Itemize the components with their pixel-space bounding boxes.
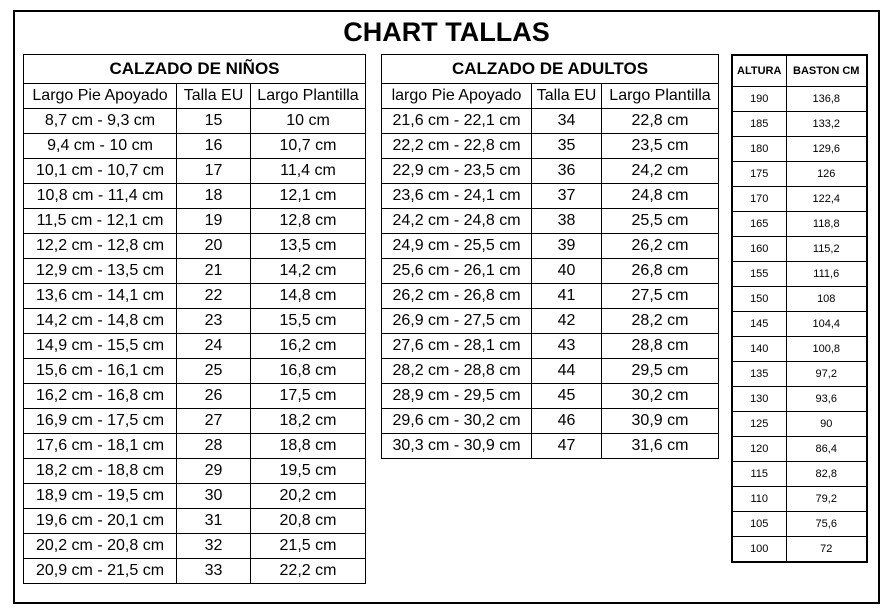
adultos-cell: 23,5 cm — [602, 134, 719, 159]
baston-cell: 108 — [786, 287, 867, 312]
adultos-cell: 35 — [532, 134, 602, 159]
adultos-row — [382, 334, 719, 359]
adultos-cell: 40 — [532, 259, 602, 284]
baston-row — [732, 387, 867, 412]
ninos-cell: 16,9 cm - 17,5 cm — [24, 409, 177, 434]
ninos-cell: 18,9 cm - 19,5 cm — [24, 484, 177, 509]
ninos-cell: 19,6 cm - 20,1 cm — [24, 509, 177, 534]
baston-cell: 133,2 — [786, 112, 867, 137]
baston-cell: 145 — [732, 312, 786, 337]
ninos-row — [24, 159, 366, 184]
adultos-row — [382, 159, 719, 184]
adultos-row — [382, 184, 719, 209]
adultos-cell: 41 — [532, 284, 602, 309]
ninos-header-largo-pie: Largo Pie Apoyado — [24, 84, 177, 109]
adultos-cell: 46 — [532, 409, 602, 434]
baston-row — [732, 487, 867, 512]
adultos-cell: 23,6 cm - 24,1 cm — [382, 184, 532, 209]
ninos-row — [24, 484, 366, 509]
baston-row — [732, 287, 867, 312]
ninos-cell: 10,8 cm - 11,4 cm — [24, 184, 177, 209]
adultos-row — [382, 134, 719, 159]
adultos-cell: 39 — [532, 234, 602, 259]
ninos-cell: 21,5 cm — [251, 534, 366, 559]
adultos-title: CALZADO DE ADULTOS — [382, 55, 719, 84]
ninos-header-talla: Talla EU — [177, 84, 251, 109]
baston-row — [732, 237, 867, 262]
adultos-cell: 26,2 cm - 26,8 cm — [382, 284, 532, 309]
ninos-cell: 16,8 cm — [251, 359, 366, 384]
ninos-row — [24, 309, 366, 334]
baston-table — [731, 54, 868, 563]
adultos-cell: 26,8 cm — [602, 259, 719, 284]
adultos-cell: 42 — [532, 309, 602, 334]
baston-row — [732, 162, 867, 187]
adultos-row — [382, 259, 719, 284]
adultos-row — [382, 409, 719, 434]
ninos-cell: 31 — [177, 509, 251, 534]
adultos-header-plantilla: Largo Plantilla — [602, 84, 719, 109]
adultos-cell: 27,5 cm — [602, 284, 719, 309]
adultos-header-talla: Talla EU — [532, 84, 602, 109]
adultos-cell: 28,2 cm - 28,8 cm — [382, 359, 532, 384]
ninos-cell: 14,2 cm — [251, 259, 366, 284]
adultos-cell: 22,8 cm — [602, 109, 719, 134]
ninos-row — [24, 434, 366, 459]
adultos-cell: 43 — [532, 334, 602, 359]
adultos-cell: 24,9 cm - 25,5 cm — [382, 234, 532, 259]
ninos-row — [24, 409, 366, 434]
ninos-cell: 15 — [177, 109, 251, 134]
baston-cell: 72 — [786, 537, 867, 563]
baston-cell: 104,4 — [786, 312, 867, 337]
ninos-cell: 28 — [177, 434, 251, 459]
baston-cell: 190 — [732, 87, 786, 112]
adultos-row — [382, 109, 719, 134]
baston-row — [732, 262, 867, 287]
ninos-cell: 21 — [177, 259, 251, 284]
ninos-row — [24, 209, 366, 234]
adultos-row — [382, 284, 719, 309]
adultos-cell: 38 — [532, 209, 602, 234]
adultos-cell: 30,9 cm — [602, 409, 719, 434]
ninos-cell: 20,8 cm — [251, 509, 366, 534]
baston-cell: 118,8 — [786, 212, 867, 237]
baston-cell: 185 — [732, 112, 786, 137]
ninos-row — [24, 334, 366, 359]
ninos-cell: 16,2 cm — [251, 334, 366, 359]
adultos-row — [382, 384, 719, 409]
ninos-row — [24, 509, 366, 534]
ninos-row — [24, 259, 366, 284]
baston-row — [732, 537, 867, 563]
ninos-row — [24, 184, 366, 209]
ninos-table — [23, 54, 366, 584]
ninos-cell: 20 — [177, 234, 251, 259]
adultos-cell: 24,2 cm - 24,8 cm — [382, 209, 532, 234]
ninos-cell: 27 — [177, 409, 251, 434]
adultos-row — [382, 234, 719, 259]
baston-cell: 126 — [786, 162, 867, 187]
ninos-cell: 24 — [177, 334, 251, 359]
ninos-cell: 19 — [177, 209, 251, 234]
adultos-cell: 45 — [532, 384, 602, 409]
ninos-cell: 11,5 cm - 12,1 cm — [24, 209, 177, 234]
ninos-cell: 30 — [177, 484, 251, 509]
ninos-cell: 13,5 cm — [251, 234, 366, 259]
baston-row — [732, 337, 867, 362]
ninos-cell: 18,8 cm — [251, 434, 366, 459]
ninos-cell: 11,4 cm — [251, 159, 366, 184]
ninos-cell: 19,5 cm — [251, 459, 366, 484]
ninos-cell: 15,6 cm - 16,1 cm — [24, 359, 177, 384]
ninos-cell: 14,8 cm — [251, 284, 366, 309]
ninos-cell: 22,2 cm — [251, 559, 366, 584]
adultos-row — [382, 359, 719, 384]
adultos-cell: 30,2 cm — [602, 384, 719, 409]
baston-cell: 97,2 — [786, 362, 867, 387]
baston-cell: 160 — [732, 237, 786, 262]
ninos-cell: 32 — [177, 534, 251, 559]
adultos-cell: 31,6 cm — [602, 434, 719, 459]
adultos-cell: 26,2 cm — [602, 234, 719, 259]
baston-cell: 136,8 — [786, 87, 867, 112]
ninos-cell: 10,7 cm — [251, 134, 366, 159]
adultos-cell: 25,6 cm - 26,1 cm — [382, 259, 532, 284]
ninos-cell: 17,5 cm — [251, 384, 366, 409]
baston-cell: 86,4 — [786, 437, 867, 462]
baston-row — [732, 87, 867, 112]
adultos-cell: 22,2 cm - 22,8 cm — [382, 134, 532, 159]
ninos-cell: 20,9 cm - 21,5 cm — [24, 559, 177, 584]
baston-cell: 120 — [732, 437, 786, 462]
adultos-cell: 26,9 cm - 27,5 cm — [382, 309, 532, 334]
baston-row — [732, 187, 867, 212]
ninos-cell: 25 — [177, 359, 251, 384]
adultos-row — [382, 309, 719, 334]
adultos-header-largo-pie: largo Pie Apoyado — [382, 84, 532, 109]
ninos-cell: 33 — [177, 559, 251, 584]
baston-cell: 82,8 — [786, 462, 867, 487]
ninos-cell: 20,2 cm - 20,8 cm — [24, 534, 177, 559]
ninos-row — [24, 459, 366, 484]
ninos-row — [24, 559, 366, 584]
baston-cell: 105 — [732, 512, 786, 537]
baston-cell: 180 — [732, 137, 786, 162]
ninos-cell: 8,7 cm - 9,3 cm — [24, 109, 177, 134]
adultos-cell: 22,9 cm - 23,5 cm — [382, 159, 532, 184]
ninos-row — [24, 384, 366, 409]
ninos-cell: 14,9 cm - 15,5 cm — [24, 334, 177, 359]
baston-row — [732, 112, 867, 137]
adultos-cell: 29,5 cm — [602, 359, 719, 384]
adultos-cell: 28,9 cm - 29,5 cm — [382, 384, 532, 409]
ninos-cell: 17,6 cm - 18,1 cm — [24, 434, 177, 459]
ninos-cell: 20,2 cm — [251, 484, 366, 509]
adultos-cell: 24,8 cm — [602, 184, 719, 209]
baston-cell: 115 — [732, 462, 786, 487]
ninos-row — [24, 109, 366, 134]
adultos-cell: 28,8 cm — [602, 334, 719, 359]
ninos-cell: 12,1 cm — [251, 184, 366, 209]
adultos-cell: 27,6 cm - 28,1 cm — [382, 334, 532, 359]
baston-cell: 135 — [732, 362, 786, 387]
adultos-cell: 30,3 cm - 30,9 cm — [382, 434, 532, 459]
adultos-table — [381, 54, 719, 459]
ninos-cell: 12,8 cm — [251, 209, 366, 234]
ninos-row — [24, 359, 366, 384]
baston-cell: 165 — [732, 212, 786, 237]
ninos-cell: 23 — [177, 309, 251, 334]
baston-cell: 122,4 — [786, 187, 867, 212]
baston-cell: 75,6 — [786, 512, 867, 537]
baston-cell: 100,8 — [786, 337, 867, 362]
baston-cell: 175 — [732, 162, 786, 187]
ninos-cell: 26 — [177, 384, 251, 409]
baston-row — [732, 412, 867, 437]
page-title: CHART TALLAS — [343, 17, 550, 47]
adultos-row — [382, 209, 719, 234]
adultos-cell: 25,5 cm — [602, 209, 719, 234]
ninos-cell: 10 cm — [251, 109, 366, 134]
ninos-row — [24, 134, 366, 159]
baston-row — [732, 462, 867, 487]
ninos-cell: 18 — [177, 184, 251, 209]
adultos-cell: 21,6 cm - 22,1 cm — [382, 109, 532, 134]
ninos-cell: 18,2 cm - 18,8 cm — [24, 459, 177, 484]
ninos-cell: 18,2 cm — [251, 409, 366, 434]
ninos-row — [24, 284, 366, 309]
adultos-cell: 47 — [532, 434, 602, 459]
baston-row — [732, 137, 867, 162]
ninos-cell: 13,6 cm - 14,1 cm — [24, 284, 177, 309]
ninos-row — [24, 534, 366, 559]
baston-cell: 79,2 — [786, 487, 867, 512]
adultos-cell: 34 — [532, 109, 602, 134]
baston-cell: 90 — [786, 412, 867, 437]
ninos-title: CALZADO DE NIÑOS — [24, 55, 366, 84]
ninos-cell: 9,4 cm - 10 cm — [24, 134, 177, 159]
baston-cell: 150 — [732, 287, 786, 312]
baston-cell: 129,6 — [786, 137, 867, 162]
ninos-cell: 29 — [177, 459, 251, 484]
ninos-cell: 16 — [177, 134, 251, 159]
baston-header-baston: BASTON CM — [786, 55, 867, 87]
adultos-row — [382, 434, 719, 459]
baston-cell: 130 — [732, 387, 786, 412]
ninos-cell: 15,5 cm — [251, 309, 366, 334]
ninos-cell: 10,1 cm - 10,7 cm — [24, 159, 177, 184]
ninos-header-plantilla: Largo Plantilla — [251, 84, 366, 109]
ninos-cell: 12,2 cm - 12,8 cm — [24, 234, 177, 259]
baston-header-altura: ALTURA — [732, 55, 786, 87]
baston-row — [732, 312, 867, 337]
ninos-cell: 16,2 cm - 16,8 cm — [24, 384, 177, 409]
adultos-cell: 44 — [532, 359, 602, 384]
baston-row — [732, 362, 867, 387]
baston-cell: 125 — [732, 412, 786, 437]
baston-cell: 110 — [732, 487, 786, 512]
baston-row — [732, 212, 867, 237]
adultos-cell: 29,6 cm - 30,2 cm — [382, 409, 532, 434]
ninos-cell: 12,9 cm - 13,5 cm — [24, 259, 177, 284]
baston-cell: 170 — [732, 187, 786, 212]
baston-row — [732, 512, 867, 537]
ninos-cell: 22 — [177, 284, 251, 309]
baston-cell: 93,6 — [786, 387, 867, 412]
baston-row — [732, 437, 867, 462]
baston-cell: 115,2 — [786, 237, 867, 262]
adultos-cell: 24,2 cm — [602, 159, 719, 184]
adultos-cell: 36 — [532, 159, 602, 184]
ninos-row — [24, 234, 366, 259]
baston-cell: 140 — [732, 337, 786, 362]
baston-cell: 100 — [732, 537, 786, 563]
ninos-cell: 14,2 cm - 14,8 cm — [24, 309, 177, 334]
ninos-cell: 17 — [177, 159, 251, 184]
baston-cell: 155 — [732, 262, 786, 287]
adultos-cell: 37 — [532, 184, 602, 209]
baston-cell: 111,6 — [786, 262, 867, 287]
adultos-cell: 28,2 cm — [602, 309, 719, 334]
